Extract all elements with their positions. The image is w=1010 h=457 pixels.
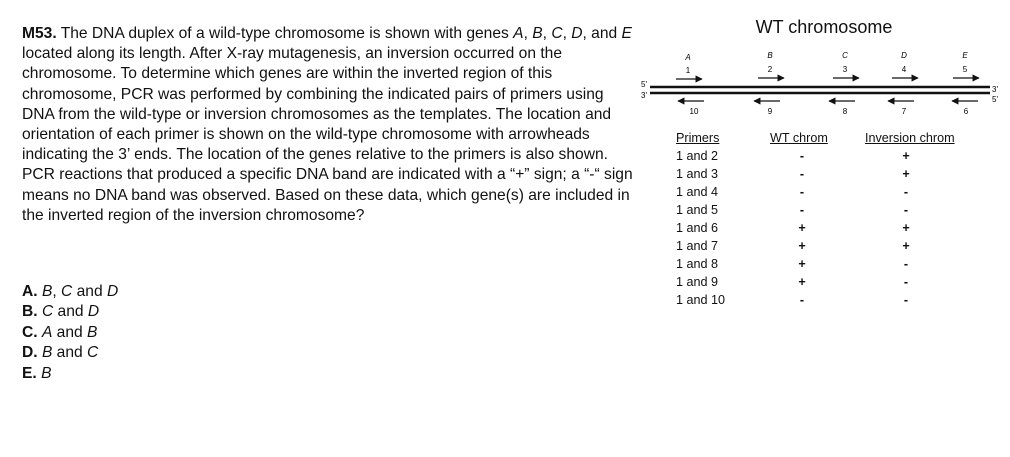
- wt-result: +: [798, 275, 806, 289]
- table-row: [662, 203, 982, 221]
- primer-pair: 1 and 4: [676, 185, 719, 199]
- left-bottom-end-label: 3': [641, 91, 647, 100]
- separator: ,: [542, 25, 552, 42]
- wt-result: -: [799, 293, 805, 307]
- question-number: M53.: [22, 25, 57, 42]
- inversion-result: -: [903, 203, 909, 217]
- primer-2-label: 2: [767, 65, 773, 74]
- choice-connector: and: [52, 344, 88, 362]
- gene-d-label: D: [571, 25, 583, 42]
- choice-connector: and: [53, 303, 88, 321]
- primer-pair: 1 and 2: [676, 149, 719, 163]
- primer-6-label: 6: [963, 107, 969, 116]
- choice-gene: B: [41, 283, 53, 300]
- inversion-result: -: [903, 185, 909, 199]
- question-text-part: The DNA duplex of a wild-type chromosome is shown with genes: [56, 25, 514, 42]
- inversion-result: -: [903, 293, 909, 307]
- choice-connector: and: [52, 323, 88, 341]
- choice-gene: C: [61, 283, 73, 300]
- table-row: [662, 257, 982, 275]
- right-top-end-label: 3': [992, 85, 998, 94]
- table-row: [662, 149, 982, 167]
- primer-9-label: 9: [767, 107, 773, 116]
- table-row: [662, 293, 982, 311]
- primer-pair: 1 and 8: [676, 257, 719, 271]
- wt-result: +: [798, 257, 806, 271]
- primer-3-label: 3: [842, 65, 848, 74]
- question-text: [22, 24, 634, 226]
- choice-b[interactable]: [22, 302, 322, 322]
- primer-pair: 1 and 6: [676, 221, 719, 235]
- primer-4-label: 4: [901, 65, 907, 74]
- table-row: [662, 239, 982, 257]
- wt-result: +: [798, 221, 806, 235]
- choice-gene: D: [106, 283, 119, 300]
- choice-gene: A: [41, 323, 53, 341]
- left-top-end-label: 5': [641, 80, 647, 89]
- gene-d-diagram-label: D: [901, 51, 907, 60]
- wt-result: -: [799, 167, 805, 181]
- table-row: [662, 185, 982, 203]
- choice-gene: C: [41, 303, 54, 321]
- separator: ,: [562, 25, 572, 42]
- header-inversion-chrom: Inversion chrom: [865, 131, 955, 145]
- header-primers: Primers: [676, 131, 720, 145]
- inversion-result: +: [902, 221, 910, 235]
- choice-letter: D.: [22, 344, 38, 362]
- answer-choices: [22, 282, 322, 384]
- choice-connector: ,: [52, 283, 62, 300]
- choice-gene: B: [41, 364, 52, 382]
- choice-c[interactable]: [22, 323, 322, 343]
- chromosome-diagram: [640, 40, 1010, 140]
- question-text-part: located along its length. After X-ray mutagenesis, an inversion occurred on the chromosome. To determine which genes are within the inverted region of this chromosome, PCR was performed by combining the indicated pairs of primers using DNA from the wild-type or inversion chromosomes as the templates. The location and orientation of each primer is shown on the wild-type chromosome with arrowheads indicating the 3’ ends. The location of the genes relative to the primers is also shown. PCR reactions that produced a specific DNA band are indicated with a “+” sign; a “-“ sign means no DNA band was observed. Based on these data, which gene(s) are included in the inverted region of the inversion chromosome?: [22, 45, 633, 224]
- header-wt-chrom: WT chrom: [770, 131, 828, 145]
- choice-gene: D: [87, 303, 100, 321]
- gene-a-label: A: [513, 25, 524, 42]
- separator: , and: [582, 25, 622, 42]
- diagram-title: WT chromosome: [755, 17, 893, 37]
- wt-result: +: [798, 239, 806, 253]
- primer-pair: 1 and 3: [676, 167, 719, 181]
- choice-letter: C.: [22, 323, 38, 341]
- choice-letter: E.: [22, 364, 37, 382]
- gene-e-diagram-label: E: [962, 51, 968, 60]
- inversion-result: -: [903, 257, 909, 271]
- inversion-result: +: [902, 239, 910, 253]
- inversion-result: +: [902, 149, 910, 163]
- gene-e-label: E: [621, 25, 632, 42]
- gene-c-diagram-label: C: [842, 51, 848, 60]
- choice-gene: C: [87, 344, 99, 362]
- choice-d[interactable]: [22, 343, 322, 363]
- gene-a-diagram-label: A: [685, 53, 691, 62]
- separator: ,: [523, 25, 533, 42]
- primer-pair: 1 and 10: [676, 293, 726, 307]
- primer-5-label: 5: [962, 65, 968, 74]
- primer-10-label: 10: [689, 107, 699, 116]
- primer-8-label: 8: [842, 107, 848, 116]
- primer-7-label: 7: [901, 107, 907, 116]
- gene-c-label: C: [551, 25, 563, 42]
- wt-result: -: [799, 203, 805, 217]
- choice-gene: B: [41, 344, 53, 362]
- choice-a[interactable]: [22, 282, 322, 302]
- gene-b-label: B: [532, 25, 543, 42]
- inversion-result: +: [902, 167, 910, 181]
- primer-1-label: 1: [685, 66, 691, 75]
- table-row: [662, 167, 982, 185]
- primer-pair: 1 and 7: [676, 239, 719, 253]
- table-row: [662, 221, 982, 239]
- choice-e[interactable]: [22, 364, 322, 384]
- choice-letter: A.: [22, 283, 38, 300]
- table-row: [662, 275, 982, 293]
- primer-pair: 1 and 9: [676, 275, 719, 289]
- gene-b-diagram-label: B: [767, 51, 773, 60]
- choice-gene: B: [87, 323, 98, 341]
- primer-pair: 1 and 5: [676, 203, 719, 217]
- choice-connector: and: [72, 283, 107, 300]
- inversion-result: -: [903, 275, 909, 289]
- wt-result: -: [799, 149, 805, 163]
- choice-letter: B.: [22, 303, 38, 321]
- wt-result: -: [799, 185, 805, 199]
- right-bottom-end-label: 5': [992, 95, 998, 104]
